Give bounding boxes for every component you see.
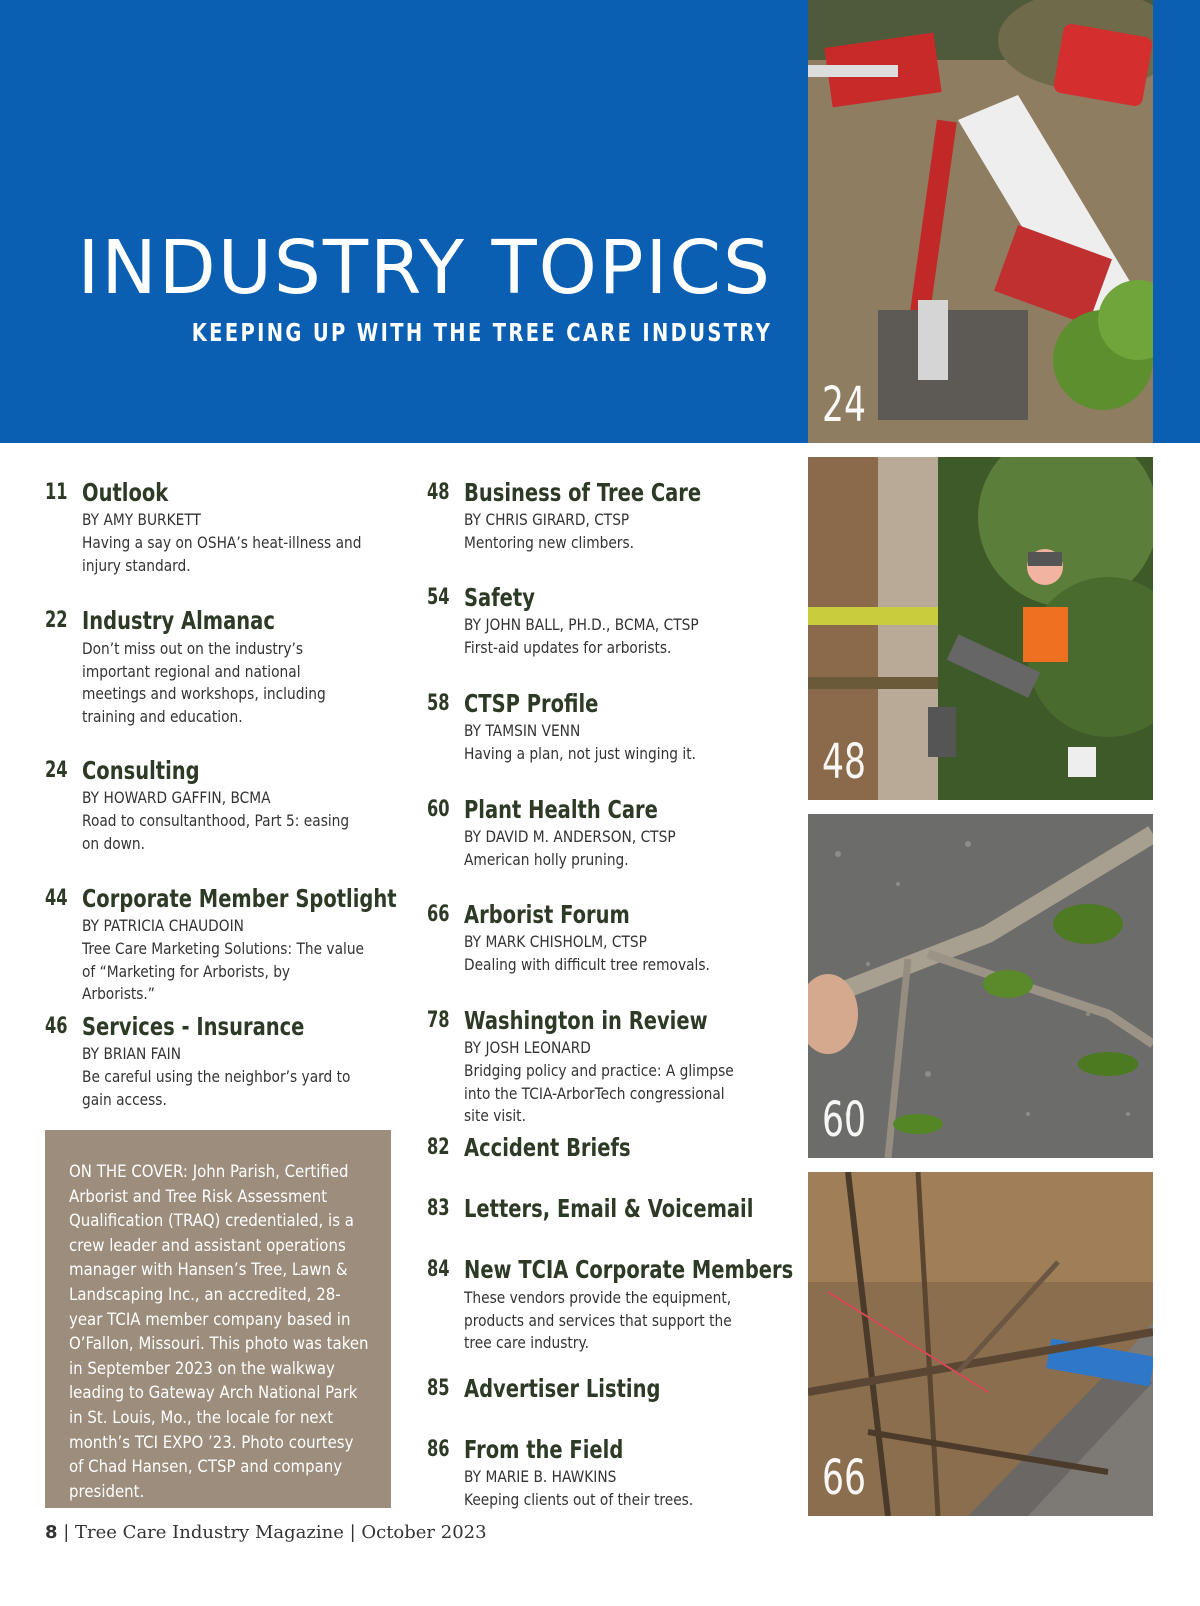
toc-title[interactable]: CTSP Profile xyxy=(464,689,599,718)
toc-byline: BY TAMSIN VENN xyxy=(464,721,581,740)
toc-title[interactable]: Business of Tree Care xyxy=(464,478,702,507)
toc-page-number: 44 xyxy=(45,886,68,911)
toc-page-number: 22 xyxy=(45,608,68,633)
toc-description: These vendors provide the equipment, products and services that support the tree care industry. xyxy=(464,1288,732,1352)
cover-caption: ON THE COVER: John Parish, Certified Arborist and Tree Risk Assessment Qualification (TRAQ) credentialed, is a crew leader and assistant operations manager with Hansen’s Tree, Lawn & Landscaping Inc., an accredited, 28-year TCIA member company based in O’Fallon, Missouri. This photo was taken in September 2023 on the walkway leading to Gateway Arch National Park in St. Louis, Mo., the locale for next month’s TCI EXPO ’23. Photo courtesy of Chad Hansen, CTSP and company president. xyxy=(69,1162,369,1502)
photo-page-number: 24 xyxy=(822,377,866,433)
page-subtitle: KEEPING UP WITH THE TREE CARE INDUSTRY xyxy=(191,318,772,347)
toc-page-number: 11 xyxy=(45,480,68,505)
toc-description: Keeping clients out of their trees. xyxy=(464,1490,694,1509)
toc-description: Don’t miss out on the industry’s important regional and national meetings and workshops, including training and education. xyxy=(82,639,326,726)
toc-description: Be careful using the neighbor’s yard to gain access. xyxy=(82,1067,351,1109)
toc-page-number: 82 xyxy=(427,1135,450,1160)
toc-page-number: 24 xyxy=(45,758,68,783)
tree-climber-photo xyxy=(808,457,1153,800)
toc-page-number: 85 xyxy=(427,1376,450,1401)
toc-description: First-aid updates for arborists. xyxy=(464,638,672,657)
toc-description: Tree Care Marketing Solutions: The value of “Marketing for Arborists, by Arborists.” xyxy=(82,939,365,1003)
toc-description: Bridging policy and practice: A glimpse into the TCIA-ArborTech congressional site visit. xyxy=(464,1061,734,1125)
toc-title[interactable]: Plant Health Care xyxy=(464,795,658,824)
toc-title[interactable]: Washington in Review xyxy=(464,1006,708,1035)
toc-page-number: 66 xyxy=(427,902,450,927)
toc-byline: BY JOSH LEONARD xyxy=(464,1038,591,1057)
toc-byline: BY PATRICIA CHAUDOIN xyxy=(82,916,244,935)
toc-byline: BY BRIAN FAIN xyxy=(82,1044,182,1063)
toc-description: Dealing with difficult tree removals. xyxy=(464,955,710,974)
toc-byline: BY CHRIS GIRARD, CTSP xyxy=(464,510,630,529)
toc-title[interactable]: Advertiser Listing xyxy=(464,1374,661,1403)
toc-page-number: 54 xyxy=(427,585,450,610)
footer-text: | Tree Care Industry Magazine | October 2023 xyxy=(57,1522,487,1543)
toc-page-number: 78 xyxy=(427,1008,450,1033)
holly-branch-photo xyxy=(808,814,1153,1158)
photo-page-number: 60 xyxy=(822,1092,866,1148)
page-title: INDUSTRY TOPICS xyxy=(77,225,772,311)
toc-title[interactable]: Corporate Member Spotlight xyxy=(82,884,397,913)
toc-description: Road to consultanthood, Part 5: easing on down. xyxy=(82,811,350,853)
toc-description: Having a say on OSHA’s heat-illness and injury standard. xyxy=(82,533,362,575)
toc-title[interactable]: New TCIA Corporate Members xyxy=(464,1255,794,1284)
toc-description: Having a plan, not just winging it. xyxy=(464,744,697,763)
toc-description: American holly pruning. xyxy=(464,850,629,869)
toc-byline: BY JOHN BALL, PH.D., BCMA, CTSP xyxy=(464,615,699,634)
toc-page-number: 84 xyxy=(427,1257,450,1282)
toc-byline: BY HOWARD GAFFIN, BCMA xyxy=(82,788,271,807)
toc-title[interactable]: Arborist Forum xyxy=(464,900,630,929)
toc-title[interactable]: Safety xyxy=(464,583,535,612)
toc-byline: BY AMY BURKETT xyxy=(82,510,201,529)
toc-title[interactable]: From the Field xyxy=(464,1435,624,1464)
toc-page-number: 46 xyxy=(45,1014,68,1039)
toc-page-number: 83 xyxy=(427,1196,450,1221)
footer-page-number: 8 xyxy=(45,1522,58,1543)
toc-title[interactable]: Industry Almanac xyxy=(82,606,275,635)
toc-byline: BY MARIE B. HAWKINS xyxy=(464,1467,617,1486)
toc-title[interactable]: Accident Briefs xyxy=(464,1133,631,1162)
toc-byline: BY MARK CHISHOLM, CTSP xyxy=(464,932,647,951)
bucket-truck-aerial-photo xyxy=(808,0,1153,443)
cover-caption-box xyxy=(45,1130,391,1508)
page-footer xyxy=(45,1522,487,1543)
toc-page-number: 60 xyxy=(427,797,450,822)
toc-title[interactable]: Services - Insurance xyxy=(82,1012,305,1041)
toc-page-number: 86 xyxy=(427,1437,450,1462)
toc-title[interactable]: Letters, Email & Voicemail xyxy=(464,1194,754,1223)
toc-byline: BY DAVID M. ANDERSON, CTSP xyxy=(464,827,676,846)
toc-page-number: 58 xyxy=(427,691,450,716)
photo-page-number: 48 xyxy=(822,734,866,790)
toc-title[interactable]: Outlook xyxy=(82,478,169,507)
toc-description: Mentoring new climbers. xyxy=(464,533,635,552)
toc-title[interactable]: Consulting xyxy=(82,756,200,785)
tree-over-roof-photo xyxy=(808,1172,1153,1516)
photo-page-number: 66 xyxy=(822,1450,866,1506)
toc-page-number: 48 xyxy=(427,480,450,505)
